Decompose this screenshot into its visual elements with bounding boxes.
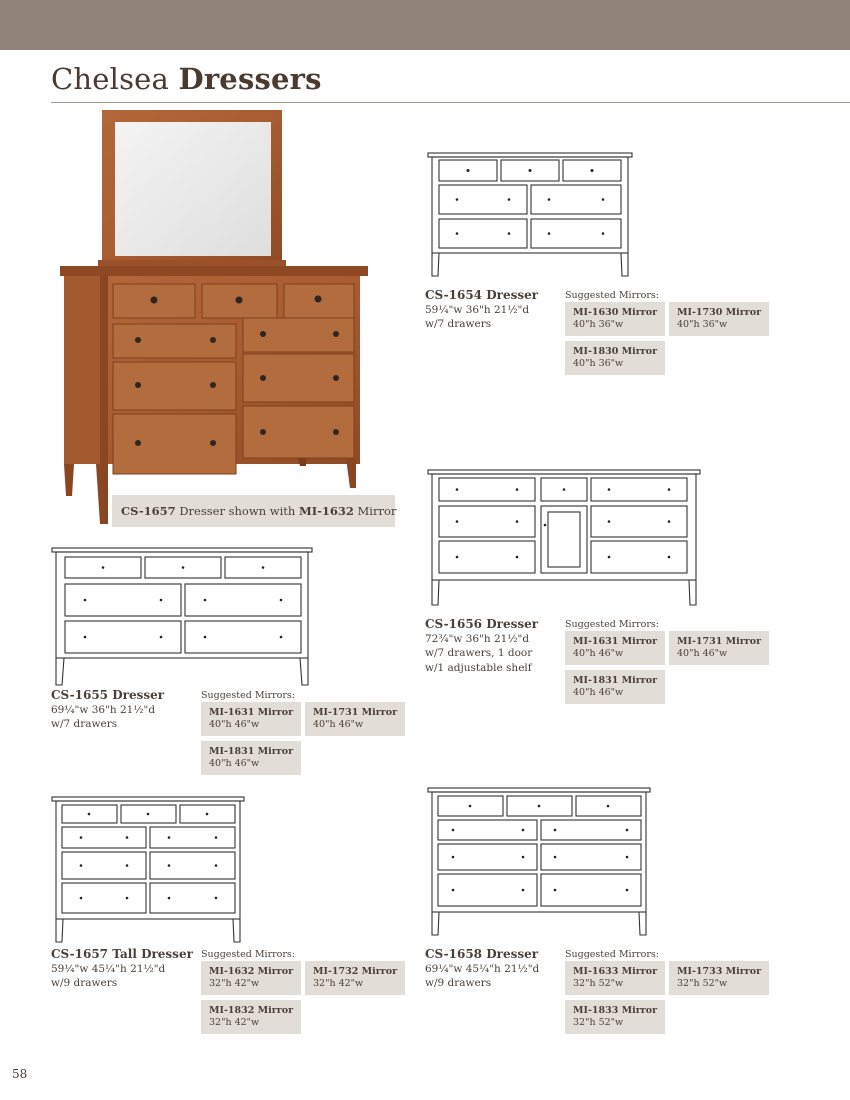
mirror-dimensions: 40"h 36"w [573, 358, 624, 369]
mirror-name: MI-1831 Mirror [209, 746, 294, 757]
mirror-name: MI-1731 Mirror [313, 707, 398, 718]
mirror-option [305, 702, 405, 736]
caption-end: Mirror [357, 504, 397, 518]
mirror-dimensions: 40"h 46"w [209, 719, 260, 730]
page-number: 58 [12, 1067, 28, 1081]
header-band [0, 0, 850, 50]
mirror-option [565, 961, 665, 995]
suggested-mirrors-label: Suggested Mirrors: [201, 949, 296, 960]
mirror-dimensions: 40"h 36"w [573, 319, 624, 330]
mirror-name: MI-1630 Mirror [573, 307, 658, 318]
mirror-name: MI-1831 Mirror [573, 675, 658, 686]
product-dimensions: 69¼"w 36"h 21½"d [51, 703, 156, 716]
mirror-option [305, 961, 405, 995]
mirror-dimensions: 32"h 52"w [677, 978, 728, 989]
mirror-option [565, 341, 665, 375]
suggested-mirrors-label: Suggested Mirrors: [565, 290, 660, 301]
product-name: CS-1655 Dresser [51, 688, 165, 702]
mirror-dimensions: 32"h 42"w [209, 1017, 260, 1028]
product-description: w/9 drawers [425, 977, 492, 989]
mirror-dimensions: 40"h 36"w [677, 319, 728, 330]
photo-caption [112, 495, 395, 527]
product-cs-1654 [425, 288, 538, 332]
mirror-dimensions: 40"h 46"w [677, 648, 728, 659]
product-description: w/1 adjustable shelf [425, 661, 532, 674]
cs-1658-drawing [427, 787, 653, 937]
title-series: Chelsea [51, 62, 170, 96]
product-name: CS-1654 Dresser [425, 288, 539, 302]
mirror-dimensions: 32"h 42"w [209, 978, 260, 989]
mirror-name: MI-1830 Mirror [573, 346, 658, 357]
product-name: CS-1657 Tall Dresser [51, 947, 193, 961]
mirror-option [669, 631, 769, 665]
mirror-name: MI-1730 Mirror [677, 307, 762, 318]
mirror-option [201, 961, 301, 995]
product-dimensions: 72¾"w 36"h 21½"d [425, 632, 530, 645]
product-description: w/7 drawers, 1 door [425, 647, 533, 659]
mirror-name: MI-1833 Mirror [573, 1005, 658, 1016]
page-title [51, 62, 322, 96]
product-cs-1655 [51, 688, 164, 732]
mirror-name: MI-1731 Mirror [677, 636, 762, 647]
mirror-option [201, 741, 301, 775]
mirror-name: MI-1631 Mirror [573, 636, 658, 647]
product-description: w/9 drawers [51, 977, 118, 989]
product-dimensions: 69¼"w 45¼"h 21½"d [425, 962, 540, 975]
dresser-photo [58, 108, 373, 528]
mirror-option [565, 670, 665, 704]
product-name: CS-1656 Dresser [425, 617, 539, 631]
mirror-name: MI-1832 Mirror [209, 1005, 294, 1016]
mirror-name: MI-1633 Mirror [573, 966, 658, 977]
mirror-option [201, 1000, 301, 1034]
mirror-dimensions: 40"h 46"w [313, 719, 364, 730]
mirror-name: MI-1732 Mirror [313, 966, 398, 977]
caption-mirror-code: MI-1632 [298, 504, 354, 518]
caption-product-code: CS-1657 [121, 504, 176, 518]
mirror-option [201, 702, 301, 736]
mirror-option [669, 302, 769, 336]
mirror-dimensions: 32"h 52"w [573, 1017, 624, 1028]
mirror-option [565, 1000, 665, 1034]
cs-1655-drawing [51, 547, 315, 687]
product-dimensions: 59¼"w 36"h 21½"d [425, 303, 530, 316]
cs-1656-drawing [427, 469, 703, 607]
mirror-option [565, 631, 665, 665]
mirror-name: MI-1631 Mirror [209, 707, 294, 718]
cs-1657-tall-drawing [51, 796, 247, 944]
suggested-mirrors-label: Suggested Mirrors: [201, 690, 296, 701]
mirror-dimensions: 40"h 46"w [573, 687, 624, 698]
title-category: Dressers [178, 62, 322, 96]
suggested-mirrors-label: Suggested Mirrors: [565, 619, 660, 630]
product-description: w/7 drawers [425, 318, 492, 330]
suggested-mirrors-label: Suggested Mirrors: [565, 949, 660, 960]
product-description: w/7 drawers [51, 718, 118, 730]
mirror-dimensions: 32"h 52"w [573, 978, 624, 989]
mirror-dimensions: 32"h 42"w [313, 978, 364, 989]
mirror-option [565, 302, 665, 336]
mirror-name: MI-1733 Mirror [677, 966, 762, 977]
product-name: CS-1658 Dresser [425, 947, 539, 961]
title-rule [51, 102, 850, 103]
mirror-name: MI-1632 Mirror [209, 966, 294, 977]
cs-1654-drawing [427, 152, 633, 278]
caption-text: Dresser shown with [179, 504, 296, 518]
product-dimensions: 59¼"w 45¼"h 21½"d [51, 962, 166, 975]
mirror-dimensions: 40"h 46"w [209, 758, 260, 769]
product-cs-1657-tall [51, 947, 193, 991]
mirror-option [669, 961, 769, 995]
product-cs-1658 [425, 947, 539, 991]
product-cs-1656 [425, 617, 538, 675]
mirror-dimensions: 40"h 46"w [573, 648, 624, 659]
